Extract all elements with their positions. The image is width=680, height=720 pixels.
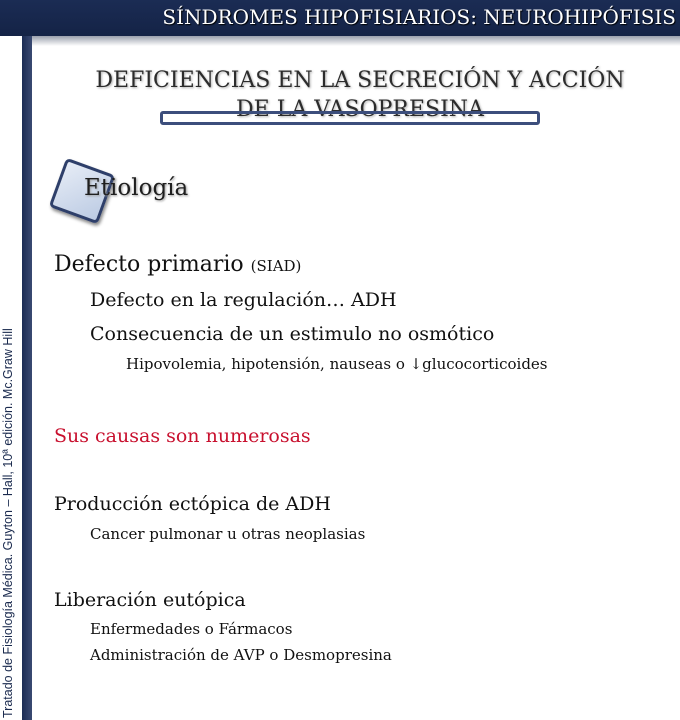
consequence: Consecuencia de un estimulo no osmótico xyxy=(90,323,495,345)
eutopic-release: Liberación eutópica xyxy=(54,589,246,611)
frame-top-shadow xyxy=(32,36,680,46)
subtitle-underline-box xyxy=(160,111,540,125)
section-title: Etiología xyxy=(84,175,189,201)
sidebar-strip xyxy=(22,36,32,720)
subtitle-line-2: DE LA VASOPRESINA xyxy=(236,97,484,122)
primary-defect-tag: (SIAD) xyxy=(250,257,302,275)
ectopic-detail: Cancer pulmonar u otras neoplasias xyxy=(90,525,366,543)
subtitle-line-1: DEFICIENCIAS EN LA SECRECIÓN Y ACCIÓN xyxy=(95,68,625,93)
ectopic-production: Producción ectópica de ADH xyxy=(54,493,331,515)
header-title: SÍNDROMES HIPOFISIARIOS: NEUROHIPÓFISIS xyxy=(162,5,676,29)
eutopic-detail-2: Administración de AVP o Desmopresina xyxy=(90,646,392,664)
regulation-defect: Defecto en la regulación… ADH xyxy=(90,289,397,311)
header-bar xyxy=(0,0,680,36)
sidebar-citation: Tratado de Fisiología Médica. Guyton – Hall, 10ª edición. Mc.Graw Hill xyxy=(1,328,15,718)
causes-heading: Sus causas son numerosas xyxy=(54,425,311,447)
primary-defect-label: Defecto primario xyxy=(54,252,244,277)
eutopic-detail-1: Enfermedades o Fármacos xyxy=(90,620,293,638)
consequence-detail: Hipovolemia, hipotensión, nauseas o ↓glucocorticoides xyxy=(126,355,548,373)
primary-defect xyxy=(54,252,301,277)
